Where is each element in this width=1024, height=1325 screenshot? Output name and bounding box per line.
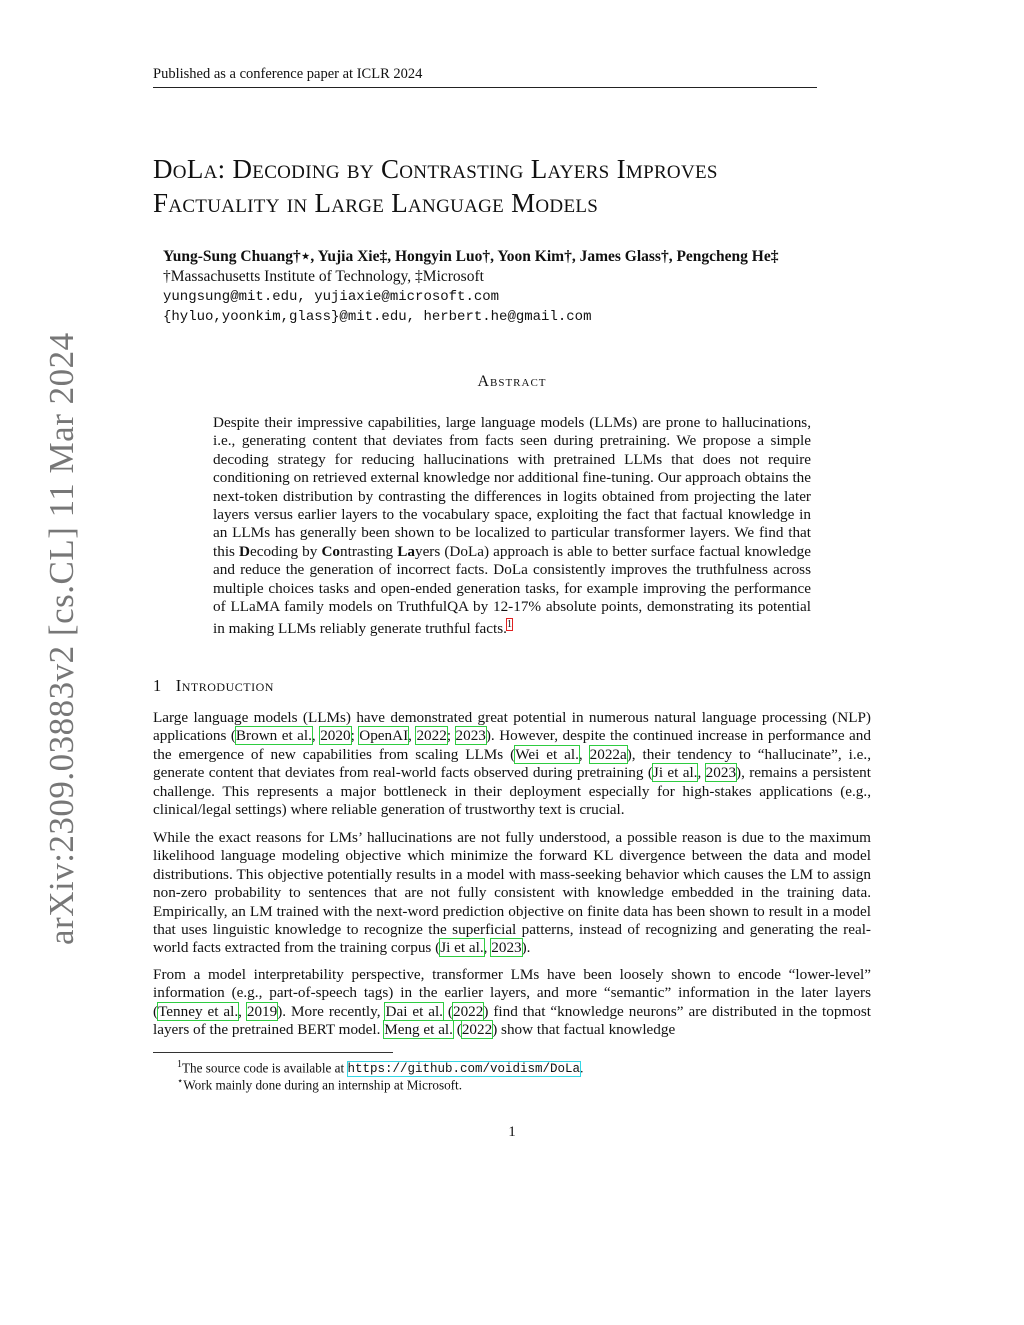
text: ). More recently,: [277, 1002, 386, 1020]
section-title: Introduction: [175, 676, 274, 695]
text: ), remains a persistent challenge. This represents a major bottleneck in their deployment especially for high-stakes applications (e.g., clinical/legal settings) where reliable generation of trustworthy text is crucial.: [153, 764, 871, 819]
author-names: Yung-Sung Chuang†⋆, Yujia Xie‡, Hongyin Luo†, Yoon Kim†, James Glass†, Pengcheng He‡: [163, 248, 779, 265]
abstract-text: ecoding by: [250, 542, 322, 560]
footnote-text: The source code is available at: [182, 1060, 348, 1076]
citation-link[interactable]: Meng et al.: [384, 1021, 453, 1039]
text: ).: [521, 939, 531, 957]
affiliations: †Massachusetts Institute of Technology, ‡Microsoft: [163, 268, 484, 285]
citation-link[interactable]: 2019: [246, 1002, 278, 1020]
footnote-divider: [153, 1052, 393, 1053]
citation-link[interactable]: 2022a: [589, 745, 627, 763]
source-code-url-link[interactable]: https://github.com/voidism/DoLa: [347, 1062, 581, 1077]
abstract-text: Despite their impressive capabilities, large language models (LLMs) are prone to hallucinations, i.e., generating content that deviates from facts seen during pretraining. We propose a simple decoding strategy for reducing hallucinations with pretrained LLMs that does not require conditioning on retrieved external knowledge nor additional fine-tuning. Our approach obtains the next-token distribution by contrasting the differences in logits obtained from projecting the later layers versus earlier layers to the vocabulary space, exploiting the fact that factual knowledge in an LLMs has generally been shown to be localized to particular transformer layers. We find that this: [213, 414, 811, 560]
emails-line-2: {hyluo,yoonkim,glass}@mit.edu, herbert.he@gmail.com: [163, 309, 592, 325]
footnote-mark: ⋆: [177, 1076, 184, 1087]
citation-link[interactable]: 2023: [491, 939, 522, 957]
intro-paragraph-1: [153, 709, 871, 819]
abstract-body: [213, 414, 811, 639]
text: ,: [408, 727, 417, 745]
text: ;: [446, 727, 456, 745]
abstract-text: ntrasting: [340, 542, 398, 560]
emails-line-1: yungsung@mit.edu, yujiaxie@microsoft.com: [163, 289, 500, 305]
footnote-2: [153, 1074, 877, 1093]
footnote-text: Work mainly done during an internship at Microsoft.: [183, 1077, 463, 1093]
text: ,: [483, 939, 492, 957]
citation-link[interactable]: Wei et al.: [515, 745, 579, 763]
citation-link[interactable]: Ji et al.: [440, 939, 484, 957]
section-heading-introduction: [153, 676, 653, 696]
citation-link[interactable]: 2020: [320, 727, 351, 745]
citation-link[interactable]: Ji et al.: [652, 764, 698, 782]
running-head: Published as a conference paper at ICLR 2024: [153, 66, 817, 88]
text: (: [452, 1021, 462, 1039]
arxiv-stamp: arXiv:2309.03883v2 [cs.CL] 11 Mar 2024: [42, 332, 81, 945]
abstract-bold: La: [397, 542, 415, 560]
intro-paragraph-3: [153, 966, 871, 1040]
abstract-text: yers (DoLa) approach is able to better surface factual knowledge and reduce the generation of incorrect facts. DoLa consistently improves the truthfulness across multiple choices tasks and open-ended generation tasks, for example improving the performance of LLaMA family models on TruthfulQA by 12-17% absolute points, demonstrating its potential in making LLMs reliably generate truthful facts.: [213, 542, 811, 638]
text: ). However, despite the continued increase in performance and the emergence of new capabilities from scaling LLMs (: [153, 727, 871, 763]
citation-link[interactable]: 2023: [455, 727, 486, 745]
text: Large language models (LLMs) have demonstrated great potential in numerous natural language processing (NLP) applications (: [153, 709, 871, 745]
text: ) show that factual knowledge: [492, 1021, 676, 1039]
page-number: 1: [508, 1124, 516, 1140]
citation-link[interactable]: 2022: [416, 727, 447, 745]
text: ,: [238, 1002, 247, 1020]
citation-link[interactable]: OpenAI: [359, 727, 409, 745]
title-line-1: DoLa: Decoding by Contrasting Layers Improves: [153, 154, 718, 184]
footnote-text: .: [580, 1060, 584, 1076]
abstract-heading: Abstract: [477, 373, 547, 390]
footnote-ref-link[interactable]: 1: [506, 619, 512, 631]
citation-link[interactable]: 2022: [461, 1021, 493, 1039]
section-number: 1: [153, 676, 162, 695]
intro-paragraph-2: [153, 829, 871, 958]
citation-link[interactable]: 2023: [705, 764, 737, 782]
text: ) find that “knowledge neurons” are distributed in the topmost layers of the pretrained BERT model.: [153, 1002, 871, 1039]
citation-link[interactable]: 2022: [452, 1002, 484, 1020]
text: ;: [350, 727, 360, 745]
footnote-mark: 1: [177, 1059, 182, 1070]
text: While the exact reasons for LMs’ hallucinations are not fully understood, a possible reason is due to the maximum likelihood language modeling objective which minimize the forward KL divergence between the data and model distributions. This objective potentially results in a model with mass-seeking behavior which causes the LM to assign non-zero probability to sentences that are not fully consistent with knowledge embedded in the training data. Empirically, an LM trained with the next-word prediction objective on finite data has been shown to result in a model that uses linguistic knowledge to recognize the superficial patterns, instead of recognizing and generating the real-world facts extracted from the training corpus (: [153, 829, 871, 957]
text: ,: [578, 745, 590, 763]
paper-title: [153, 152, 893, 220]
text: From a model interpretability perspective, transformer LMs have been loosely shown to encode “lower-level” information (e.g., part-of-speech tags) in the earlier layers, and more “semantic” information in the later layers (: [153, 966, 871, 1020]
title-line-2: Factuality in Large Language Models: [153, 188, 599, 218]
text: ,: [697, 764, 706, 782]
text: (: [442, 1002, 453, 1020]
citation-link[interactable]: Tenney et al.: [158, 1002, 239, 1020]
author-block: [163, 247, 863, 327]
text: ,: [311, 727, 321, 745]
citation-link[interactable]: Dai et al.: [385, 1002, 443, 1020]
citation-link[interactable]: Brown et al.: [235, 727, 312, 745]
abstract-bold: Co: [321, 542, 340, 560]
abstract-bold: D: [239, 542, 250, 560]
text: ), their tendency to “hallucinate”, i.e., generate content that deviates from real-world facts observed during pretraining (: [153, 745, 871, 782]
